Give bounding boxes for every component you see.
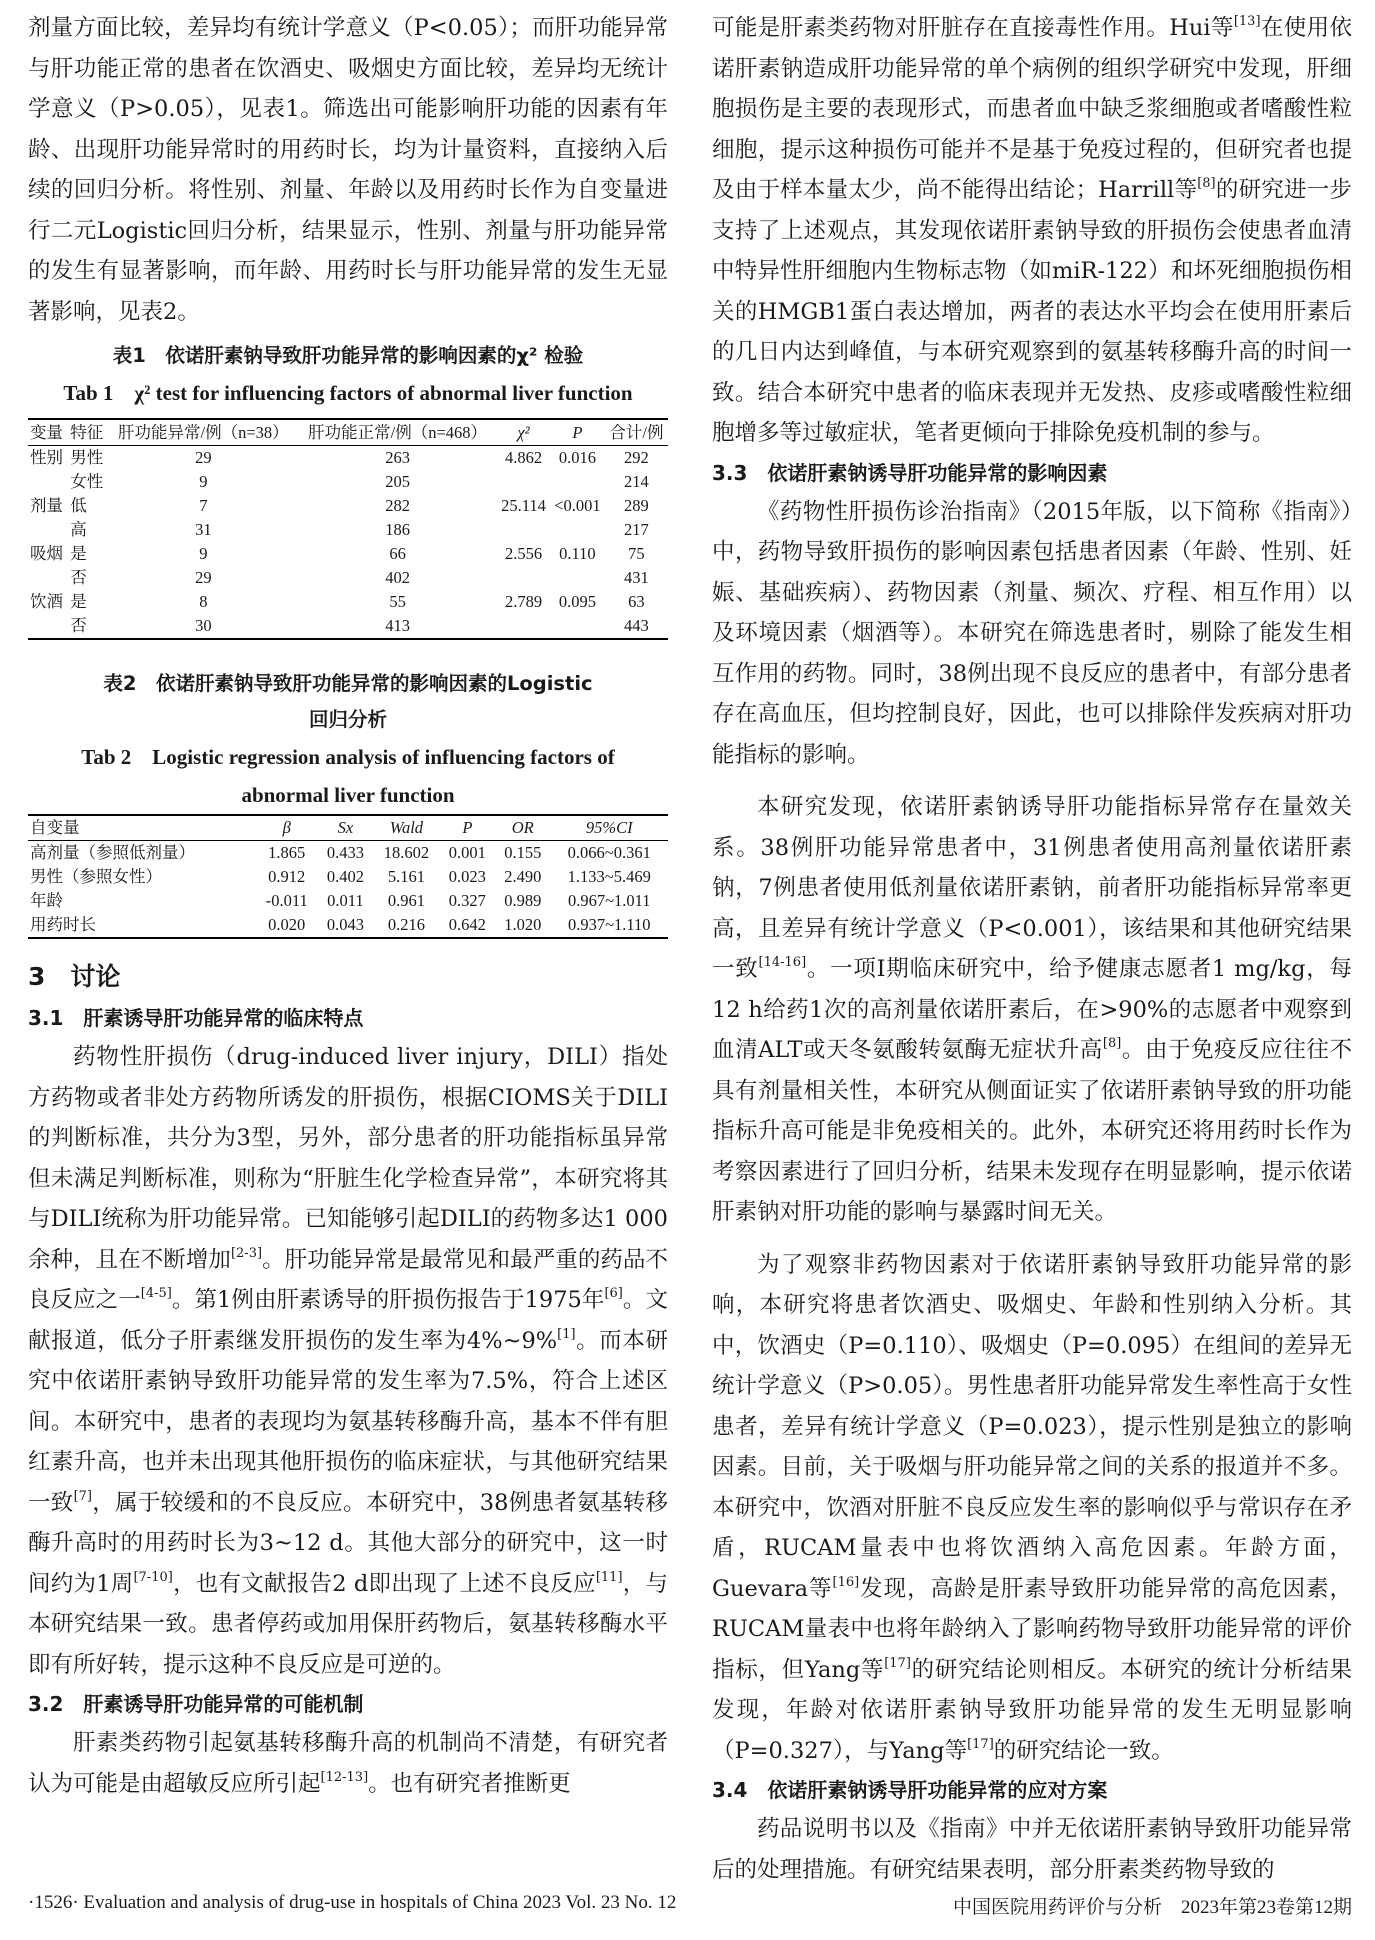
table-cell: 443 (605, 614, 668, 639)
table2 (28, 814, 668, 939)
table-cell: 186 (385, 520, 410, 539)
table-cell: 1.133~5.469 (567, 867, 651, 886)
table-cell: 用药时长 (28, 913, 256, 938)
table-cell: 282 (385, 496, 410, 515)
table-cell (28, 470, 68, 494)
table-cell: 0.961 (387, 891, 425, 910)
table-row (28, 889, 668, 913)
table-cell: 0.020 (256, 913, 318, 938)
table-cell: 0.989 (504, 891, 542, 910)
table-cell (497, 614, 550, 639)
table-cell: 31 (195, 520, 212, 539)
table-cell: 是 (70, 592, 87, 611)
table2-header-cell: P (440, 815, 495, 841)
paragraph: 可能是肝素类药物对肝脏存在直接毒性作用。Hui等[13]在使用依诺肝素钠造成肝功能异常的单个病例的组织学研究中发现，肝细胞损伤是主要的表现形式，而患者血中缺乏浆细胞或者嗜酸性粒细胞，提示这种损伤可能并不是基于免疫过程的，但研究者也提及由于样本量太少，尚不能得出结论；Harrill等[8]的研究进一步支持了上述观点，其发现依诺肝素钠导致的肝损伤会使患者血清中特异性肝细胞内生物标志物（如miR-122）和坏死细胞损伤相关的HMGB1蛋白表达增加，两者的表达水平均会在使用肝素后的几日内达到峰值，与本研究观察到的氨基转移酶升高的时间一致。结合本研究中患者的临床表现并无发热、皮疹或嗜酸性粒细胞增多等过敏症状，笔者更倾向于排除免疫机制的参与。 (712, 14, 1352, 446)
table-cell: 63 (628, 592, 645, 611)
table-cell: 29 (195, 568, 212, 587)
paragraph: 药品说明书以及《指南》中并无依诺肝素钠导致肝功能异常后的处理措施。有研究结果表明，部分肝素类药物导致的 (712, 1816, 1352, 1883)
table-cell: 女性 (70, 472, 104, 491)
table-cell: 1.865 (268, 843, 306, 862)
table-row (28, 913, 668, 938)
table-cell: 431 (624, 568, 649, 587)
table-cell: 66 (389, 544, 406, 563)
table-cell: 402 (385, 568, 410, 587)
table-cell: 289 (624, 496, 649, 515)
table-row (28, 446, 668, 471)
table2-caption-cn-cont: 回归分析 (308, 708, 387, 731)
table-cell: 吸烟 (30, 544, 63, 563)
table-cell: 1.020 (495, 913, 550, 938)
table1-header-cell: 变量 (28, 419, 68, 446)
table2-caption-cn: 表2 依诺肝素钠导致肝功能异常的影响因素的Logistic (103, 672, 593, 695)
table-row (28, 542, 668, 566)
table-cell: 2.789 (504, 592, 543, 611)
section-3-1-heading: 3.1 肝素诱导肝功能异常的临床特点 (28, 1006, 364, 1030)
table1-header-row (28, 419, 668, 446)
section-3-heading: 3 讨论 (28, 962, 121, 991)
paragraph: 剂量方面比较，差异均有统计学意义（P<0.05）；而肝功能异常与肝功能正常的患者在饮酒史、吸烟史方面比较，差异均无统计学意义（P>0.05），见表1。筛选出可能影响肝功能的因素有年龄、出现肝功能异常时的用药时长，均为计量资料，直接纳入后续的回归分析。将性别、剂量、年龄以及用药时长作为自变量进行二元Logistic回归分析，结果显示，性别、剂量与肝功能异常的发生有显著影响，而年龄、用药时长与肝功能异常的发生无显著影响，见表2。 (28, 15, 668, 325)
table1-header-cell: χ² (497, 419, 550, 446)
table-cell: 高剂量（参照低剂量） (30, 843, 195, 862)
table1-header-cell: 合计/例 (605, 419, 668, 446)
table-cell: 8 (199, 592, 208, 611)
table-cell: 剂量 (30, 496, 63, 515)
table-cell (28, 518, 68, 542)
paragraph: 本研究发现，依诺肝素钠诱导肝功能指标异常存在量效关系。38例肝功能异常患者中，31例患者使用高剂量依诺肝素钠，7例患者使用低剂量依诺肝素钠，前者肝功能指标异常率更高，且差异有统计学意义（P<0.001），该结果和其他研究结果一致[14-16]。一项Ⅰ期临床研究中，给予健康志愿者1 mg/kg，每12 h给药1次的高剂量依诺肝素后，在>90%的志愿者中观察到血清ALT或天冬氨酸转氨酶无症状升高[8]。由于免疫反应往往不具有剂量相关性，本研究从侧面证实了依诺肝素钠导致的肝功能指标升高可能是非免疫相关的。此外，本研究还将用药时长作为考察因素进行了回归分析，结果未发现存在明显影响，提示依诺肝素钠对肝功能的影响与暴露时间无关。 (712, 794, 1352, 1225)
table-cell: 9 (199, 544, 208, 563)
section-3-3-heading: 3.3 依诺肝素钠诱导肝功能异常的影响因素 (712, 460, 1108, 485)
table-cell (28, 614, 68, 639)
table-cell: 205 (385, 472, 410, 491)
table-cell: 性别 (30, 448, 63, 467)
table-cell: 0.937~1.110 (550, 913, 668, 938)
table-cell: 男性 (70, 448, 104, 467)
table-cell: 0.402 (326, 867, 364, 886)
table1-caption-en: Tab 1 χ² test for influencing factors of abnormal liver function (63, 381, 633, 405)
table-cell: 0.642 (440, 913, 495, 938)
table1 (28, 418, 668, 640)
section-3-4-heading: 3.4 依诺肝素钠诱导肝功能异常的应对方案 (712, 1778, 1108, 1802)
table-cell: 4.862 (504, 448, 543, 467)
table-cell: 0.155 (504, 843, 542, 862)
paragraph: 药物性肝损伤（drug-induced liver injury，DILI）指处方药物或者非处方药物所诱发的肝损伤，根据CIOMS关于DILI的判断标准，共分为3型，另外，部分患者的肝功能指标虽异常但未满足判断标准，则称为“肝脏生化学检查异常”，本研究将其与DILI统称为肝功能异常。已知能够引起DILI的药物多达1 000余种，且在不断增加[2-3]。肝功能异常是最常见和最严重的药品不良反应之一[4-5]。第1例由肝素诱导的肝损伤报告于1975年[6]。文献报道，低分子肝素继发肝损伤的发生率为4%~9%[1]。而本研究中依诺肝素钠导致肝功能异常的发生率为7.5%，符合上述区间。本研究中，患者的表现均为氨基转移酶升高，基本不伴有胆红素升高，也并未出现其他肝损伤的临床症状，与其他研究结果一致[7]，属于较缓和的不良反应。本研究中，38例患者氨基转移酶升高时的用药时长为3~12 d。其他大部分的研究中，这一时间约为1周[7-10]，也有文献报告2 d即出现了上述不良反应[11]，与本研究结果一致。患者停药或加用保肝药物后，氨基转移酶水平即有所好转，提示这种不良反应是可逆的。 (28, 1044, 668, 1678)
table1-header-cell: 肝功能异常/例（n=38） (108, 419, 298, 446)
table-cell: 否 (70, 568, 87, 587)
table-cell: 0.327 (448, 891, 486, 910)
table-cell: -0.011 (265, 891, 308, 910)
table-cell: 否 (68, 614, 108, 639)
footer-journal-cn: 中国医院用药评价与分析 2023年第23卷第12期 (952, 1897, 1352, 1918)
table-cell: 0.066~0.361 (567, 843, 651, 862)
left-column (28, 8, 668, 1804)
table-cell: 是 (70, 544, 87, 563)
table-cell: 男性（参照女性） (30, 867, 162, 886)
table-cell: 2.490 (504, 867, 542, 886)
table-cell: <0.001 (554, 496, 601, 515)
table-cell (497, 566, 550, 590)
table-cell: 低 (70, 496, 87, 515)
footer-journal-en: ·1526· Evaluation and analysis of drug-use in hospitals of China 2023 Vol. 23 No. 12 (28, 1892, 677, 1913)
table-row (28, 566, 668, 590)
table-row (28, 865, 668, 889)
table-cell: 214 (624, 472, 649, 491)
table-cell: 0.216 (373, 913, 440, 938)
table-cell: 5.161 (387, 867, 425, 886)
table2-caption-en: Tab 2 Logistic regression analysis of influencing factors of (81, 745, 615, 769)
table-cell: 413 (298, 614, 497, 639)
paragraph: 为了观察非药物因素对于依诺肝素钠导致肝功能异常的影响，本研究将患者饮酒史、吸烟史、年龄和性别纳入分析。其中，饮酒史（P=0.110）、吸烟史（P=0.095）在组间的差异无统计学意义（P>0.05）。男性患者肝功能异常发生率性高于女性患者，差异有统计学意义（P=0.023），提示性别是独立的影响因素。目前，关于吸烟与肝功能异常之间的关系的报道并不多。本研究中，饮酒对肝脏不良反应发生率的影响似乎与常识存在矛盾，RUCAM量表中也将饮酒纳入高危因素。年龄方面，Guevara等[16]发现，高龄是肝素导致肝功能异常的高危因素，RUCAM量表中也将年龄纳入了影响药物导致肝功能异常的评价指标，但Yang等[17]的研究结论则相反。本研究的统计分析结果发现，年龄对依诺肝素钠导致肝功能异常的发生无明显影响（P=0.327），与Yang等[17]的研究结论一致。 (712, 1251, 1352, 1764)
table-cell: 0.967~1.011 (567, 891, 651, 910)
table2-header-row (28, 815, 668, 841)
table-cell: 30 (108, 614, 298, 639)
paragraph: 肝素类药物引起氨基转移酶升高的机制尚不清楚，有研究者认为可能是由超敏反应所引起[12-13]。也有研究者推断更 (28, 1730, 668, 1797)
table-cell (550, 614, 605, 639)
table-cell: 0.011 (327, 891, 364, 910)
table-cell (497, 470, 550, 494)
table-cell: 9 (199, 472, 208, 491)
table-cell: 0.023 (448, 867, 486, 886)
table-cell: 0.043 (318, 913, 373, 938)
table1-header-cell: 特征 (68, 419, 108, 446)
table-cell: 25.114 (501, 496, 546, 515)
table-cell: 55 (389, 592, 406, 611)
table-cell: 263 (385, 448, 410, 467)
table2-header-cell: β (256, 815, 318, 841)
table2-header-cell: OR (495, 815, 550, 841)
table-cell: 0.095 (558, 592, 596, 611)
table-cell (550, 566, 605, 590)
table-cell: 0.001 (448, 843, 486, 862)
section-3-2-heading: 3.2 肝素诱导肝功能异常的可能机制 (28, 1692, 364, 1716)
table1-header-cell: 肝功能正常/例（n=468） (298, 419, 497, 446)
table-cell: 高 (70, 520, 87, 539)
table-cell: 75 (628, 544, 645, 563)
table-cell: 29 (195, 448, 212, 467)
table-row (28, 470, 668, 494)
table-row (28, 614, 668, 639)
right-column (712, 8, 1352, 1890)
table-cell: 0.110 (559, 544, 596, 563)
table-cell: 2.556 (504, 544, 543, 563)
table-cell: 217 (624, 520, 649, 539)
table-row (28, 494, 668, 518)
table2-caption-en-cont: abnormal liver function (241, 783, 455, 807)
paragraph: 《药物性肝损伤诊治指南》（2015年版，以下简称《指南》）中，药物导致肝损伤的影响因素包括患者因素（年龄、性别、妊娠、基础疾病）、药物因素（剂量、频次、疗程、相互作用）以及环境因素（烟酒等）。本研究在筛选患者时，剔除了能发生相互作用的药物。同时，38例出现不良反应的患者中，有部分患者存在高血压，但均控制良好，因此，也可以排除伴发疾病对肝功能指标的影响。 (712, 498, 1352, 768)
table-cell: 饮酒 (30, 592, 63, 611)
table1-header-cell: P (550, 419, 605, 446)
table-cell: 7 (199, 496, 208, 515)
table-cell: 0.433 (326, 843, 364, 862)
table2-header-cell: Wald (373, 815, 440, 841)
table-cell (550, 518, 605, 542)
table-row (28, 590, 668, 614)
table-cell: 年龄 (30, 891, 63, 910)
table1-caption-cn: 表1 依诺肝素钠导致肝功能异常的影响因素的χ² 检验 (112, 344, 584, 367)
table-cell (550, 470, 605, 494)
table-row (28, 841, 668, 866)
table-cell: 0.016 (558, 448, 596, 467)
table2-header-cell: 自变量 (28, 815, 256, 841)
table-cell: 18.602 (383, 843, 430, 862)
table2-header-cell: Sx (318, 815, 373, 841)
table-cell: 292 (624, 448, 649, 467)
table-cell (497, 518, 550, 542)
table-cell (28, 566, 68, 590)
table-cell: 0.912 (268, 867, 306, 886)
table2-header-cell: 95%CI (550, 815, 668, 841)
table-row (28, 518, 668, 542)
